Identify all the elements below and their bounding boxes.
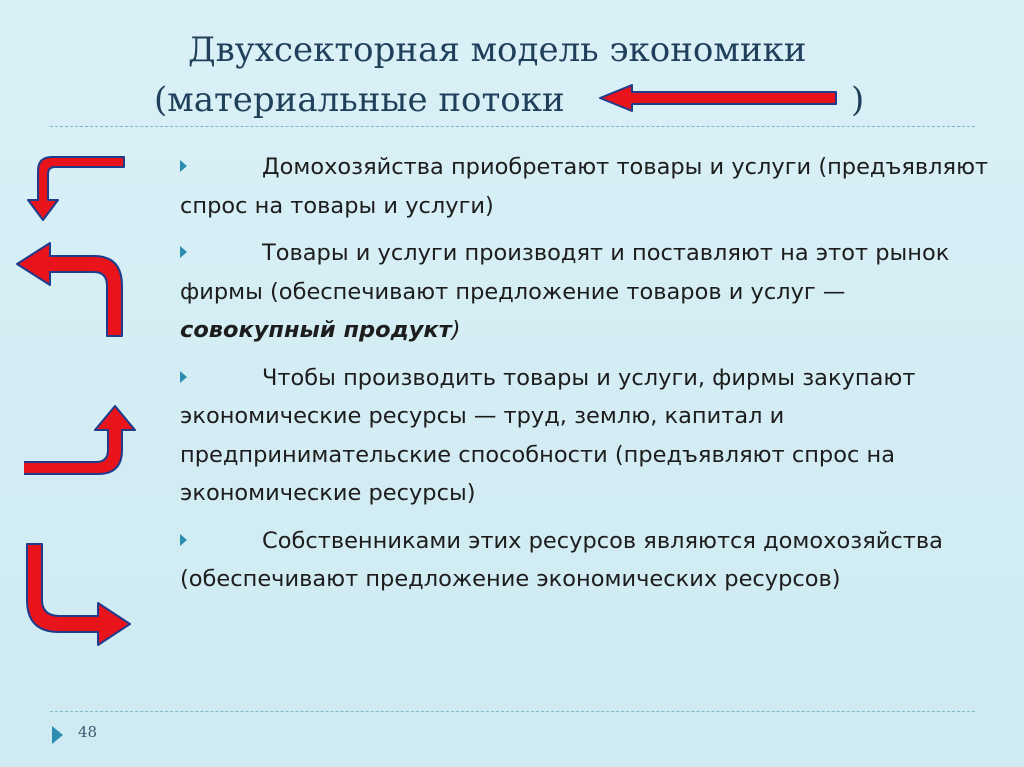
bullet-item — [180, 234, 990, 350]
bullet-list — [180, 148, 990, 608]
bullet-text: Чтобы производить товары и услуги, фирмы закупают экономические ресурсы — труд, землю, капитал и предпринимательские способности (предъявляют спрос на экономические ресурсы) — [180, 364, 916, 506]
bullet-triangle-icon — [180, 534, 187, 546]
title-closing-paren: ) — [851, 80, 865, 120]
title-line-1: Двухсекторная модель экономики — [188, 30, 807, 70]
curved-arrow-right-up-icon — [24, 404, 136, 478]
footer-divider — [50, 711, 975, 712]
bullet-item — [180, 148, 990, 225]
bullet-text: Собственниками этих ресурсов являются домохозяйства (обеспечивают предложение экономических ресурсов) — [180, 527, 943, 592]
bullet-item — [180, 359, 990, 513]
bullet-text-tail: ) — [451, 317, 461, 343]
title-divider — [50, 126, 975, 127]
title-line-2: (материальные потоки — [154, 80, 565, 120]
bullet-item — [180, 522, 990, 599]
bullet-triangle-icon — [180, 160, 187, 172]
bullet-emphasis: совокупный продукт — [180, 317, 452, 343]
page-number: 48 — [78, 723, 98, 741]
curved-arrow-down-right-icon — [22, 542, 134, 646]
bullet-text: Товары и услуги производят и поставляют на этот рынок фирмы (обеспечивают предложение товаров и услуг — — [180, 240, 950, 305]
bullet-triangle-icon — [180, 246, 187, 258]
footer-triangle-icon — [52, 726, 63, 744]
curved-arrow-up-left-icon — [14, 240, 130, 338]
left-arrow-icon — [598, 83, 840, 113]
bullet-text: Домохозяйства приобретают товары и услуги (предъявляют спрос на товары и услуги) — [180, 154, 989, 219]
bullet-triangle-icon — [180, 371, 187, 383]
curved-arrow-left-down-icon — [14, 154, 128, 222]
